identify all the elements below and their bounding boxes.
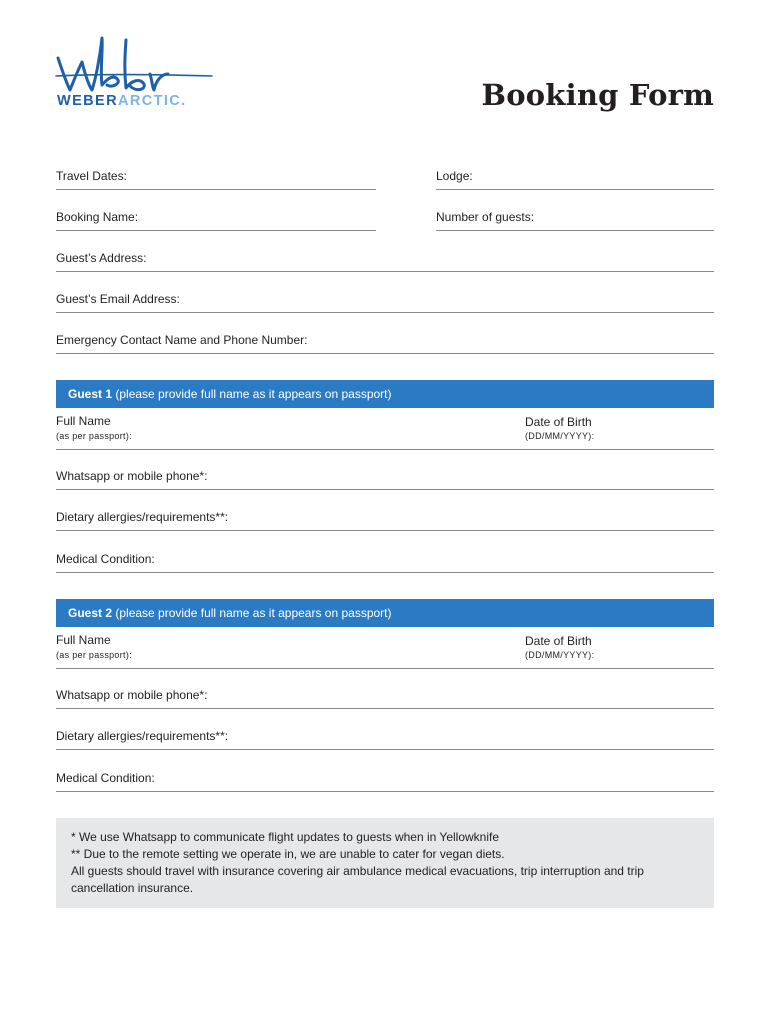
guest-1-name-dob-field[interactable] xyxy=(56,412,714,450)
travel-dates-field[interactable] xyxy=(56,168,376,190)
guest-1-dietary-field[interactable] xyxy=(56,509,714,531)
booking-name-label: Booking Name: xyxy=(56,210,139,224)
guest-1-dietary-label: Dietary allergies/requirements**: xyxy=(56,510,229,524)
guest-2-heading: Guest 2 xyxy=(68,606,113,620)
guest-2-phone-field[interactable] xyxy=(56,687,714,709)
weber-arctic-logo xyxy=(52,30,217,115)
travel-dates-label: Travel Dates: xyxy=(56,169,127,183)
guest-1-dob-note: (DD/MM/YYYY): xyxy=(525,431,595,441)
guest-1-dob-label: Date of Birth xyxy=(525,415,592,429)
guest-email-field[interactable] xyxy=(56,291,714,313)
number-of-guests-label: Number of guests: xyxy=(436,210,535,224)
logo-text-weber: WEBER xyxy=(57,93,118,109)
guest-2-heading-note: (please provide full name as it appears on passport) xyxy=(115,606,392,620)
emergency-contact-label: Emergency Contact Name and Phone Number: xyxy=(56,333,308,347)
guest-2-dob-note: (DD/MM/YYYY): xyxy=(525,650,595,660)
guest-2-dietary-field[interactable] xyxy=(56,728,714,750)
note-whatsapp: * We use Whatsapp to communicate flight updates to guests when in Yellowknife xyxy=(71,830,500,844)
number-of-guests-field[interactable] xyxy=(436,209,714,231)
guest-1-header xyxy=(56,380,714,408)
guest-2-full-name-note: (as per passport): xyxy=(56,650,132,660)
guest-address-field[interactable] xyxy=(56,250,714,272)
lodge-field[interactable] xyxy=(436,168,714,190)
guest-2-dietary-label: Dietary allergies/requirements**: xyxy=(56,729,229,743)
guest-2-full-name-label: Full Name xyxy=(56,633,111,647)
guest-2-phone-label: Whatsapp or mobile phone*: xyxy=(56,688,208,702)
guest-1-heading: Guest 1 xyxy=(68,387,113,401)
weber-signature-logo xyxy=(52,30,217,100)
guest-1-heading-note: (please provide full name as it appears on passport) xyxy=(115,387,392,401)
note-vegan: ** Due to the remote setting we operate in, we are unable to cater for vegan diets. xyxy=(71,847,505,861)
logo-wordmark xyxy=(57,93,187,109)
booking-name-field[interactable] xyxy=(56,209,376,231)
logo-text-arctic: ARCTIC. xyxy=(117,93,187,109)
guest-2-header xyxy=(56,599,714,627)
guest-1-full-name-note: (as per passport): xyxy=(56,431,132,441)
guest-1-medical-field[interactable] xyxy=(56,551,714,573)
guest-2-dob-label: Date of Birth xyxy=(525,634,592,648)
guest-2-name-dob-field[interactable] xyxy=(56,631,714,669)
lodge-label: Lodge: xyxy=(436,169,473,183)
guest-2-medical-label: Medical Condition: xyxy=(56,771,155,785)
notes-box xyxy=(56,818,714,908)
guest-2-medical-field[interactable] xyxy=(56,770,714,792)
guest-1-medical-label: Medical Condition: xyxy=(56,552,155,566)
note-insurance: All guests should travel with insurance covering air ambulance medical evacuations, trip interruption and trip cancellation insurance. xyxy=(71,864,644,895)
page-title: Booking Form xyxy=(481,78,714,112)
guest-1-phone-field[interactable] xyxy=(56,468,714,490)
guest-1-phone-label: Whatsapp or mobile phone*: xyxy=(56,469,208,483)
emergency-contact-field[interactable] xyxy=(56,332,714,354)
guest-email-label: Guest’s Email Address: xyxy=(56,292,180,306)
guest-address-label: Guest’s Address: xyxy=(56,251,147,265)
guest-1-full-name-label: Full Name xyxy=(56,414,111,428)
